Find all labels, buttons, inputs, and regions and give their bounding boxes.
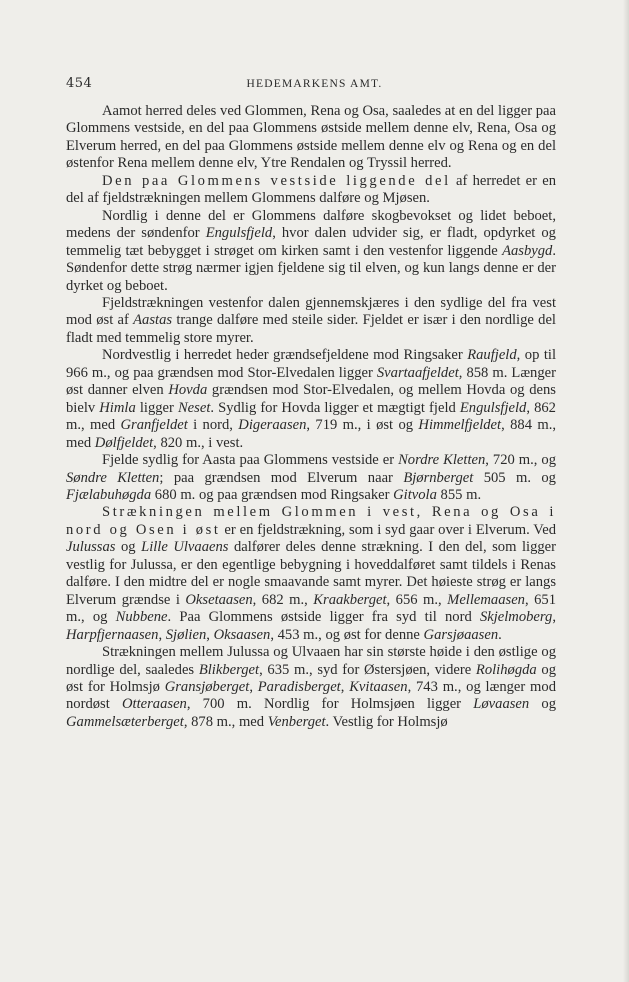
text-run: Fjeldstrækningen vestenfor dalen gjennemskjæres i den sydlige del fra vest mod øst af	[66, 294, 556, 329]
place-name: Dølfjeldet	[94, 434, 154, 451]
paragraph-2	[66, 173, 556, 208]
place-name: Oksaasen	[213, 626, 271, 643]
text-run: , 651 m., og	[66, 591, 556, 626]
page-number: 454	[66, 76, 93, 91]
text-run: er en fjeldstrækning, som i syd gaar over i Elverum. Ved	[220, 521, 556, 538]
text-run: , 719 m., i øst og	[306, 417, 419, 434]
text-run: grændsen mod Stor-Elvedalen, og mellem Hovda og dens bielv	[66, 382, 556, 416]
place-name: Gitvola	[393, 486, 437, 503]
text-run: , 884 m., med	[66, 417, 556, 451]
text-run: og	[115, 539, 142, 556]
text-run: dalfører deles denne strækning. I den del, som ligger vestlig for Julussa, er den egentlige bebygning i hoveddalføret samt tildels i Renas dalføre. I den midtre del er nogle smaavande samt myrer. Det høieste strøg er langs Elverum grændse i	[66, 539, 557, 608]
text-run: ,	[206, 626, 214, 643]
text-run: . Sydlig for Hovda ligger et mægtigt fjeld	[210, 399, 460, 416]
text-run: . Søndenfor dette strøg nærmer igjen fjeldene sig til elven, og kun langs denne er der dyrket og beboet.	[66, 242, 556, 294]
place-name: Kraakberget	[313, 591, 387, 608]
text-run: Strækningen mellem Julussa og Ulvaaen har sin største høide i den østlige og nordlige del, saaledes	[66, 644, 556, 678]
paragraph-4	[66, 295, 556, 347]
place-name: Mellemaasen	[447, 591, 525, 608]
text-run: , 656 m.,	[386, 591, 448, 608]
place-name: Harpfjernaasen	[66, 626, 159, 643]
place-name: Kvitaasen	[349, 678, 408, 695]
page-edge-shadow	[623, 0, 629, 982]
text-run: ,	[249, 678, 258, 695]
place-name: Engulsfjeld	[205, 225, 273, 242]
paragraph-5	[66, 347, 556, 452]
text-run: ; paa grændsen mod Elverum naar	[159, 469, 404, 486]
text-run: af herredet er en del af fjeldstrækningen mellem Glommens dalføre og Mjøsen.	[66, 172, 556, 207]
text-run: Fjelde sydlig for Aasta paa Glommens vestside er	[102, 452, 399, 469]
text-run: .	[498, 626, 502, 643]
place-name: Søndre Kletten	[66, 469, 160, 486]
place-name: Bjørnberget	[403, 469, 474, 486]
place-name: Nubbene	[115, 609, 168, 626]
text-run: , 453 m., og øst for denne	[270, 626, 424, 643]
text-run: , 743 m., og længer mod nordøst	[66, 678, 557, 713]
place-name: Nordre Kletten	[398, 452, 486, 469]
place-name: Paradisberget	[257, 678, 341, 695]
place-name: Aastas	[133, 312, 173, 329]
text-run: , hvor dalen udvider sig, er fladt, opdyrket og temmelig tæt bebygget i strøget om kirken samt i den vestenfor liggende	[66, 225, 556, 259]
place-name: Otteraasen	[121, 696, 187, 713]
place-name: Granfjeldet	[120, 417, 188, 434]
paragraph-8	[66, 644, 556, 731]
text-run: , 635 m., syd for Østersjøen, videre	[259, 661, 476, 678]
text-run: , 858 m. Længer øst danner elven	[66, 364, 556, 399]
body-text	[66, 103, 556, 731]
text-run: , 820 m., i vest.	[153, 434, 244, 451]
text-run: 505 m. og	[473, 469, 556, 486]
place-name: Gammelsæterberget	[66, 713, 184, 730]
place-name: Neset	[177, 399, 211, 416]
paragraph-7	[66, 504, 556, 644]
place-name: Sjølien	[165, 626, 207, 643]
text-run: i nord,	[187, 417, 239, 434]
text-run: , 878 m., med	[183, 713, 268, 730]
text-run: trange dalføre med steile sider. Fjeldet er især i den nordlige del fladt med temmelig store myrer.	[66, 312, 556, 346]
place-name: Garsjøaasen	[423, 626, 499, 643]
text-run: ,	[340, 678, 350, 695]
place-name: Gransjøberget	[164, 678, 250, 695]
place-name: Hovda	[168, 382, 208, 399]
text-run: . Vestlig for Holmsjø	[325, 713, 448, 730]
place-name: Svartaafjeldet	[376, 364, 459, 381]
text-run: , 720 m., og	[485, 452, 556, 469]
place-name: Digeraasen	[238, 417, 307, 434]
text-run: , 862 m., med	[66, 399, 556, 434]
place-name: Aasbygd	[502, 242, 553, 259]
spaced-heading: Strækningen mellem Glommen i vest, Rena og Osa i nord og Osen i øst	[66, 504, 556, 538]
text-run: , 700 m. Nordlig for Holmsjøen ligger	[186, 696, 474, 713]
place-name: Oksetaasen	[185, 591, 253, 608]
paragraph-1	[66, 103, 556, 173]
place-name: Julussas	[66, 539, 116, 556]
running-title: HEDEMARKENS AMT.	[246, 78, 383, 90]
text-run: , op til 966 m., og paa grændsen mod Stor-Elvedalen ligger	[66, 347, 556, 381]
text-run: Nordlig i denne del er Glommens dalføre skogbevokset og lidet beboet, medens der søndenfor	[66, 207, 556, 242]
place-name: Fjælabuhøgda	[66, 486, 152, 503]
text-run: Nordvestlig i herredet heder grændsefjeldene mod Ringsaker	[102, 347, 468, 364]
place-name: Rolihøgda	[475, 661, 537, 678]
text-run: Aamot herred deles ved Glommen, Rena og Osa, saaledes at en del ligger paa Glommens vestside, en del paa Glommens østside mellem denne elv, Rena, Osa og Elverum herred, en del paa Glommens østside mellem denne elv og Rena og en del østenfor Rena mellem denne elv, Ytre Rendalen og Tryssil herred.	[66, 103, 556, 172]
paragraph-3	[66, 208, 556, 295]
text-run: ,	[552, 609, 556, 626]
place-name: Himmelfjeldet	[418, 417, 502, 434]
place-name: Lille Ulvaaens	[141, 539, 229, 556]
place-name: Raufjeld	[467, 347, 517, 364]
place-name: Venberget	[267, 713, 326, 730]
text-run: 855 m.	[436, 486, 482, 503]
text-run: , 682 m.,	[252, 591, 314, 608]
text-run: . Paa Glommens østside ligger fra syd til nord	[167, 609, 480, 626]
place-name: Himla	[99, 399, 136, 416]
spaced-heading: Den paa Glommens vestside liggende del	[102, 172, 451, 189]
place-name: Løvaasen	[473, 696, 530, 713]
place-name: Blikberget	[198, 661, 260, 678]
text-run: ligger	[135, 399, 178, 416]
text-run: og	[529, 696, 556, 713]
text-run: ,	[158, 626, 166, 643]
place-name: Engulsfjeld	[459, 399, 527, 416]
text-run: og øst for Holmsjø	[66, 661, 557, 695]
place-name: Skjelmoberg	[479, 609, 553, 626]
text-run: 680 m. og paa grændsen mod Ringsaker	[151, 486, 394, 503]
paragraph-6	[66, 452, 556, 504]
